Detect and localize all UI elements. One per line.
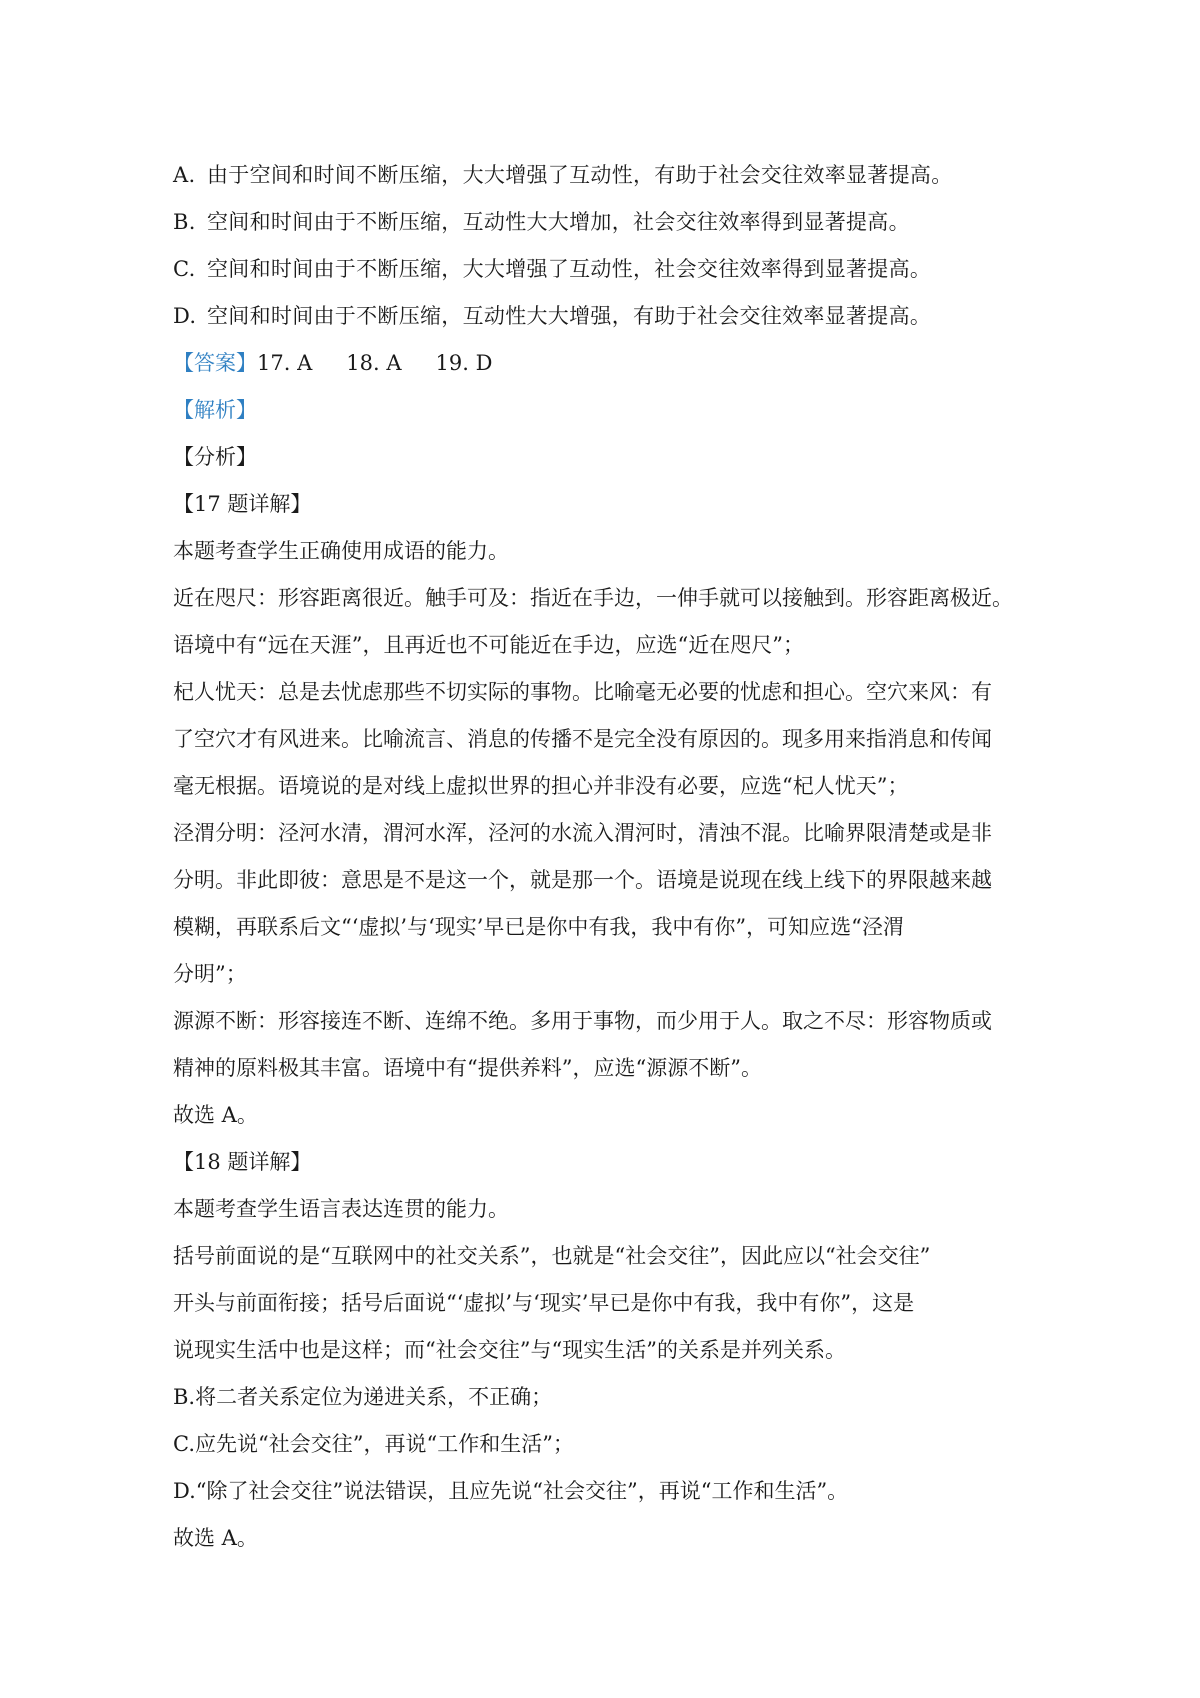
q17-section [173, 481, 1043, 1139]
q17-line: 语境中有“远在天涯”，且再近也不可能近在手边，应选“近在咫尺”； [173, 633, 804, 657]
q17-line: 毫无根据。语境说的是对线上虚拟世界的担心并非没有必要，应选“杞人忧天”； [173, 774, 909, 798]
q17-line: 本题考查学生正确使用成语的能力。 [173, 539, 509, 563]
q18-line: 开头与前面衔接；括号后面说“‘虚拟’与‘现实’早已是你中有我，我中有你”，这是 [173, 1291, 915, 1315]
q17-line: 泾渭分明：泾河水清，渭河水浑，泾河的水流入渭河时，清浊不混。比喻界限清楚或是非 [173, 821, 992, 845]
option-b [173, 199, 1043, 246]
answer-item-18: 18. A [346, 351, 402, 375]
document-page [173, 152, 1043, 1562]
option-text: 空间和时间由于不断压缩，互动性大大增强，有助于社会交往效率显著提高。 [207, 304, 932, 328]
option-letter: A. [173, 163, 196, 187]
analysis-label: 【解析】 [173, 398, 257, 422]
q18-line: D.“除了社会交往”说法错误，且应先说“社会交往”，再说“工作和生活”。 [173, 1479, 849, 1503]
answer-item-19: 19. D [435, 351, 493, 375]
q17-line: 分明。非此即彼：意思是不是这一个，就是那一个。语境是说现在线上线下的界限越来越 [173, 868, 992, 892]
option-text: 空间和时间由于不断压缩，大大增强了互动性，社会交往效率得到显著提高。 [207, 257, 932, 281]
option-text: 由于空间和时间不断压缩，大大增强了互动性，有助于社会交往效率显著提高。 [207, 163, 953, 187]
q17-line: 源源不断：形容接连不断、连绵不绝。多用于事物，而少用于人。取之不尽：形容物质或 [173, 1009, 992, 1033]
q18-conclusion: 故选 A。 [173, 1526, 258, 1550]
q18-line: C.应先说“社会交往”，再说“工作和生活”； [173, 1432, 574, 1456]
q18-heading: 【18 题详解】 [173, 1150, 312, 1174]
option-d [173, 293, 1043, 340]
option-letter: D. [173, 304, 197, 328]
q18-line: 本题考查学生语言表达连贯的能力。 [173, 1197, 509, 1221]
q17-heading: 【17 题详解】 [173, 492, 312, 516]
answer-label: 【答案】 [173, 351, 257, 375]
q18-section [173, 1139, 1043, 1562]
option-c [173, 246, 1043, 293]
q17-conclusion: 故选 A。 [173, 1103, 258, 1127]
q18-line: 括号前面说的是“互联网中的社交关系”，也就是“社会交往”，因此应以“社会交往” [173, 1244, 931, 1268]
option-letter: B. [173, 210, 196, 234]
answer-item-17: 17. A [257, 351, 313, 375]
q17-line: 杞人忧天：总是去忧虑那些不切实际的事物。比喻毫无必要的忧虑和担心。空穴来风：有 [173, 680, 992, 704]
q17-line: 精神的原料极其丰富。语境中有“提供养料”，应选“源源不断”。 [173, 1056, 762, 1080]
q17-line: 了空穴才有风进来。比喻流言、消息的传播不是完全没有原因的。现多用来指消息和传闻 [173, 727, 992, 751]
option-list [173, 152, 1043, 340]
q17-line: 近在咫尺：形容距离很近。触手可及：指近在手边，一伸手就可以接触到。形容距离极近。 [173, 586, 1013, 610]
q18-line: B.将二者关系定位为递进关系，不正确； [173, 1385, 553, 1409]
answer-line [173, 340, 1043, 387]
q18-line: 说现实生活中也是这样；而“社会交往”与“现实生活”的关系是并列关系。 [173, 1338, 846, 1362]
option-letter: C. [173, 257, 196, 281]
option-a [173, 152, 1043, 199]
fenxi-label: 【分析】 [173, 445, 257, 469]
q17-line: 模糊，再联系后文“‘虚拟’与‘现实’早已是你中有我，我中有你”，可知应选“泾渭 [173, 915, 904, 939]
option-text: 空间和时间由于不断压缩，互动性大大增加，社会交往效率得到显著提高。 [207, 210, 910, 234]
q17-line: 分明”； [173, 962, 247, 986]
